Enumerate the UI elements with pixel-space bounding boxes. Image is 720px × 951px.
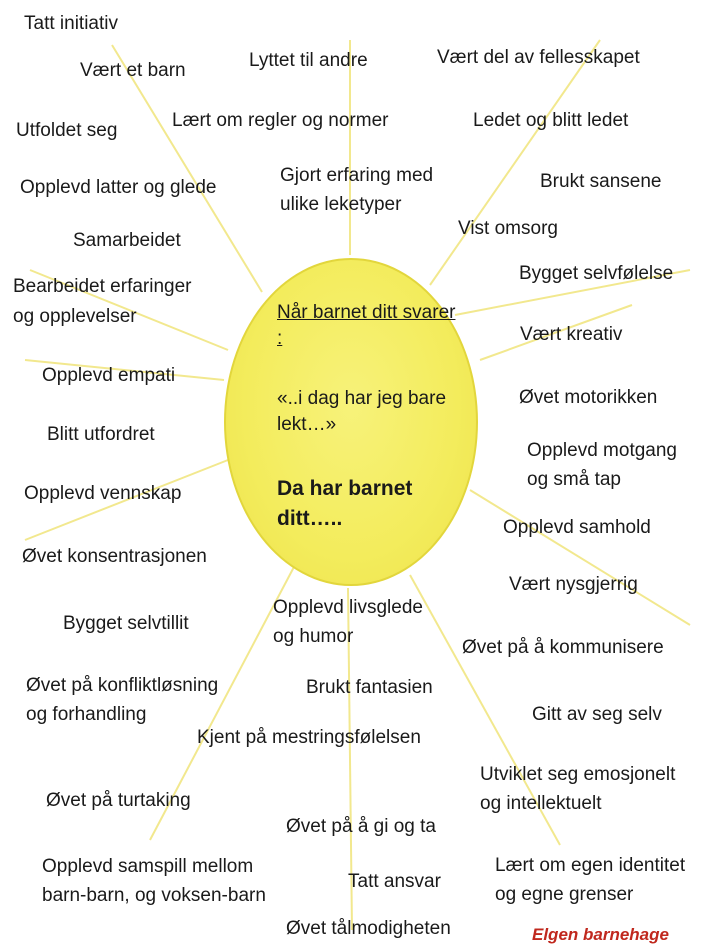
label-laert-om-regler: Lært om regler og normer [172, 110, 389, 131]
label-opplevd-motgang: Opplevd motgang [527, 440, 677, 461]
label-og-egne-grenser: og egne grenser [495, 884, 634, 905]
label-og-humor: og humor [273, 626, 354, 647]
label-ovet-pa-turtaking: Øvet på turtaking [46, 790, 191, 811]
label-opplevd-latter: Opplevd latter og glede [20, 177, 217, 198]
label-kjent-pa-mestringsfolelsen: Kjent på mestringsfølelsen [197, 727, 421, 748]
sun-ray [430, 40, 600, 285]
label-vaert-kreativ: Vært kreativ [520, 324, 623, 345]
label-ulike-leketyper: ulike leketyper [280, 194, 402, 215]
label-ovet-pa-konfliktlosning: Øvet på konfliktløsning [26, 675, 219, 696]
label-gjort-erfaring: Gjort erfaring med [280, 165, 434, 186]
kindergarten-signature: Elgen barnehage [532, 925, 669, 944]
label-og-intellektuelt: og intellektuelt [480, 793, 602, 814]
label-utviklet-seg-emosjonelt: Utviklet seg emosjonelt [480, 764, 676, 785]
label-ovet-pa-a-gi-og-ta: Øvet på å gi og ta [286, 816, 436, 837]
label-vaert-del-av-fellesskapet: Vært del av fellesskapet [437, 47, 640, 68]
label-vaert-nysgjerrig: Vært nysgjerrig [509, 574, 638, 595]
label-og-sma-tap: og små tap [527, 469, 621, 490]
label-ledet-og-blitt-ledet: Ledet og blitt ledet [473, 110, 629, 131]
label-brukt-sansene: Brukt sansene [540, 171, 662, 192]
label-tatt-initiativ: Tatt initiativ [24, 13, 118, 34]
center-quote: «..i dag har jeg bare lekt…» [277, 388, 447, 435]
label-opplevd-samhold: Opplevd samhold [503, 517, 651, 538]
label-og-opplevelser: og opplevelser [13, 306, 137, 327]
label-barn-barn-voksen-barn: barn-barn, og voksen-barn [42, 885, 266, 906]
label-bygget-selvtillit: Bygget selvtillit [63, 613, 189, 634]
sun-ray [470, 490, 690, 625]
label-vaert-et-barn: Vært et barn [80, 60, 186, 81]
label-opplevd-livsglede: Opplevd livsglede [273, 597, 423, 618]
label-ovet-motorikken: Øvet motorikken [519, 387, 658, 408]
label-og-forhandling: og forhandling [26, 704, 147, 725]
label-gitt-av-seg-selv: Gitt av seg selv [532, 704, 662, 725]
label-brukt-fantasien: Brukt fantasien [306, 677, 433, 698]
label-lyttet-til-andre: Lyttet til andre [249, 50, 368, 71]
label-vist-omsorg: Vist omsorg [458, 218, 558, 239]
label-opplevd-vennskap: Opplevd vennskap [24, 483, 182, 504]
label-samarbeidet: Samarbeidet [73, 230, 181, 251]
label-bygget-selvfolelse: Bygget selvfølelse [519, 263, 674, 284]
label-ovet-talmodigheten: Øvet tålmodigheten [286, 918, 451, 939]
center-heading: Når barnet ditt svarer : [277, 302, 456, 349]
label-opplevd-samspill: Opplevd samspill mellom [42, 856, 254, 877]
label-tatt-ansvar: Tatt ansvar [348, 871, 441, 892]
label-utfoldet-seg: Utfoldet seg [16, 120, 118, 141]
label-blitt-utfordret: Blitt utfordret [47, 424, 155, 445]
label-ovet-pa-a-kommunisere: Øvet på å kommunisere [462, 637, 664, 658]
label-ovet-konsentrasjonen: Øvet konsentrasjonen [22, 546, 207, 567]
label-opplevd-empati: Opplevd empati [42, 365, 176, 386]
label-bearbeidet-erfaringer: Bearbeidet erfaringer [13, 276, 192, 297]
label-laert-om-egen-identitet: Lært om egen identitet [495, 855, 686, 876]
center-conclusion: Da har barnet ditt….. [277, 477, 413, 530]
